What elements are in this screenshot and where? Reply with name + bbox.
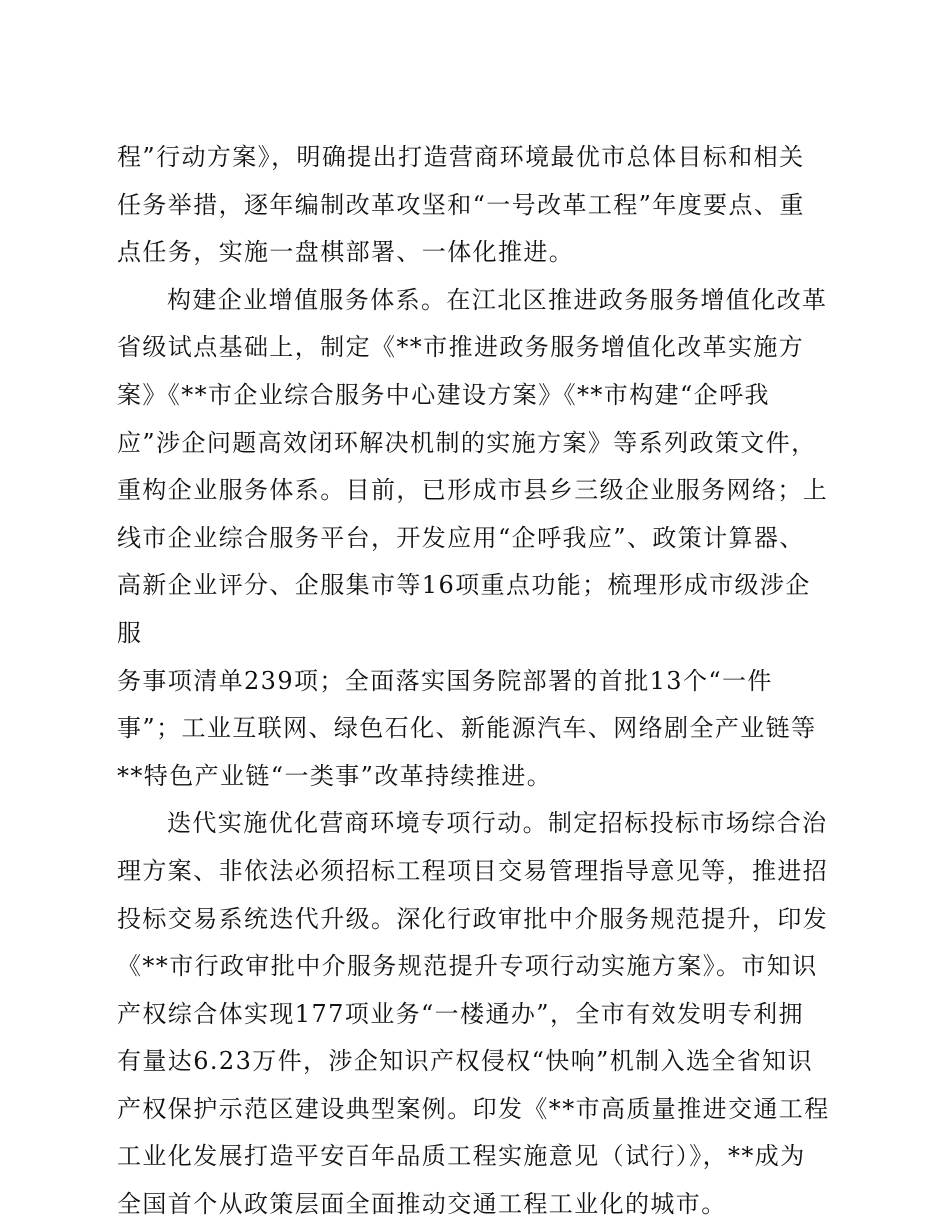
- text-line: 线市企业综合服务平台，开发应用“企呼我应”、政策计算器、: [117, 523, 805, 552]
- text-line: 省级试点基础上，制定《**市推进政务服务增值化改革实施方: [117, 333, 805, 362]
- text-line: 理方案、非依法必须招标工程项目交易管理指导意见等，推进招: [117, 856, 829, 885]
- paragraph-business-environment: [117, 800, 832, 1228]
- text-line: 任务举措，逐年编制改革攻坚和“一号改革工程”年度要点、重: [117, 190, 805, 219]
- text-line: 事”；工业互联网、绿色石化、新能源汽车、网络剧全产业链等: [117, 714, 817, 743]
- text-line: 《**市行政审批中介服务规范提升专项行动实施方案》。市知识: [117, 952, 818, 981]
- text-line: 迭代实施优化营商环境专项行动。制定招标投标市场综合治: [167, 809, 828, 838]
- text-line: 案》《**市企业综合服务中心建设方案》《**市构建“企呼我: [117, 380, 770, 409]
- document-body: [117, 134, 832, 1229]
- paragraph-continuation: [117, 134, 832, 277]
- text-line: 程”行动方案》，明确提出打造营商环境最优市总体目标和相关: [117, 143, 805, 171]
- text-line: 高新企业评分、企服集市等16项重点功能；梳理形成市级涉企服: [117, 571, 811, 647]
- text-line: 投标交易系统迭代升级。深化行政审批中介服务规范提升，印发: [117, 904, 829, 933]
- text-line: 产权综合体实现177项业务“一楼通办”，全市有效发明专利拥: [117, 999, 804, 1028]
- text-line: 应”涉企问题高效闭环解决机制的实施方案》等系列政策文件，: [117, 428, 817, 457]
- text-line: 重构企业服务体系。目前，已形成市县乡三级企业服务网络；上: [117, 476, 829, 505]
- paragraph-enterprise-services: [117, 277, 832, 801]
- text-line: 点任务，实施一盘棋部署、一体化推进。: [117, 238, 575, 267]
- text-line: 工业化发展打造平安百年品质工程实施意见（试行）》，**成为: [117, 1142, 806, 1171]
- text-line: 有量达6.23万件，涉企知识产权侵权“快响”机制入选全省知识: [117, 1047, 813, 1076]
- text-line: 务事项清单239项；全面落实国务院部署的首批13个“一件: [117, 666, 773, 695]
- text-line: 构建企业增值服务体系。在江北区推进政务服务增值化改革: [167, 285, 828, 314]
- text-line: 产权保护示范区建设典型案例。印发《**市高质量推进交通工程: [117, 1094, 830, 1123]
- text-line: **特色产业链“一类事”改革持续推进。: [117, 761, 553, 790]
- text-line: 全国首个从政策层面全面推动交通工程工业化的城市。: [117, 1190, 727, 1219]
